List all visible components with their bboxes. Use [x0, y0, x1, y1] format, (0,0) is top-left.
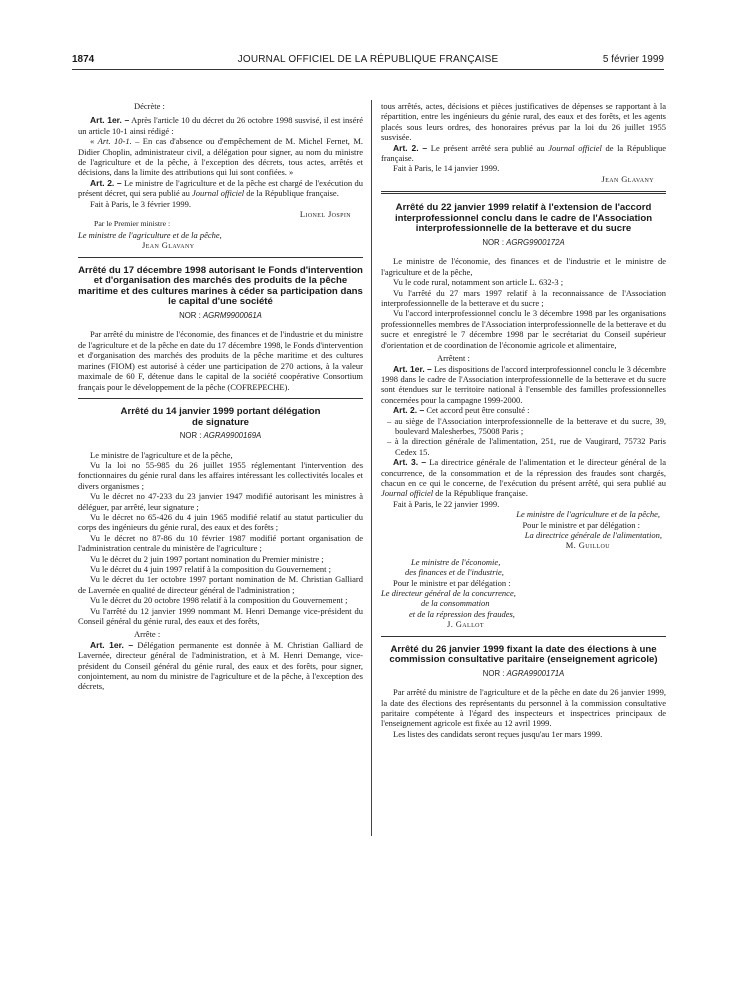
article-1 [78, 115, 363, 136]
nor-reference [78, 311, 363, 321]
list-item: – au siège de l'Association interprofessionnelle de la betterave et du sucre, 39, boulevard Malesherbes, 75008 Paris ; [387, 415, 666, 436]
signatory-title: des finances et de l'industrie, [405, 567, 504, 578]
decree-title: Arrêté du 22 janvier 1999 relatif à l'extension de l'accord interprofessionnel conclu dans le cadre de l'Association interprofessionnelle de la betterave et du sucre [394, 202, 653, 235]
signatory-title: de la consommation [421, 598, 490, 609]
signature-by-line: Par le Premier ministre : [94, 219, 171, 229]
signatory-name: M. Guillou [565, 540, 610, 551]
article-label: Art. 2. – [393, 405, 425, 416]
visa-line: Vu l'accord interprofessionnel conclu le 3 décembre 1998 par les organisations professionnelles membres de l'Association interprofessionnelle de la betterave et du sucre et enregistré le 7 décembre 1998 par le secrétariat du Conseil supérieur d'orientation et de coordination de l'économie agricole et alimentaire, [381, 308, 667, 350]
journal-title: JOURNAL OFFICIEL DE LA RÉPUBLIQUE FRANÇAISE [237, 54, 499, 65]
article-text: Le ministre de l'agriculture et de la pêche est chargé de l'exécution du présent décret, qui sera publié au [78, 177, 364, 199]
article-text: Le présent arrêté sera publié au [430, 142, 549, 153]
article-text: Après l'article 10 du décret du 26 octobre 1998 susvisé, il est inséré un article 10-1 ainsi rédigé : [78, 115, 363, 136]
article-text: de la République française. [244, 188, 339, 199]
nor-label: NOR : [179, 431, 204, 441]
right-column [381, 101, 666, 739]
signatory-name: Jean Glavany [142, 240, 195, 251]
signatory-title: et de la répression des fraudes, [409, 608, 515, 619]
article-10-1 [78, 136, 363, 178]
signatory-name: Lionel Jospin [299, 209, 351, 220]
page-header [72, 52, 664, 68]
visa-line: Le ministre de l'agriculture et de la pêche, [90, 449, 233, 460]
article-label: Art. 3. – [393, 457, 427, 468]
article-2 [381, 143, 666, 164]
visa-line: Vu le décret du 1er octobre 1997 portant nomination de M. Christian Galliard de Lavernée en qualité de directeur général de l'administration ; [78, 574, 363, 595]
journal-reference: Journal officiel [381, 488, 434, 499]
article-label: Art. 1er. – [90, 115, 130, 126]
arrete-heading: Arrêtent : [437, 353, 470, 364]
section-divider [78, 398, 363, 399]
visa-line: Vu le décret no 65-426 du 4 juin 1965 modifié relatif au statut particulier du corps des ingénieurs du génie rural, des eaux et des forêts ; [78, 511, 363, 533]
signature-by-line: Pour le ministre et par délégation : [522, 519, 640, 530]
decrete-heading: Décrète : [134, 101, 165, 111]
article-label: Art. 1er. – [393, 363, 432, 374]
visa-line: Vu la loi no 55-985 du 26 juillet 1955 réglementant l'intervention des fonctionnaires du génie rural dans les affaires intéressant les collectivités locales et divers organismes ; [78, 459, 363, 491]
visa-line: Le ministre de l'économie, des finances et de l'industrie et le ministre de l'agriculture et de la pêche, [381, 256, 666, 277]
article-text: La directrice générale de l'alimentation et le directeur général de la concurrence, de la consommation et de la répression des fraudes sont chargés, chacun en ce qui le concerne, de l'exécution du présent arrêté, qui sera publié au [381, 457, 666, 488]
article-label: Art. 10-1. [97, 136, 132, 147]
nor-reference [78, 431, 363, 441]
article-continuation: tous arrêtés, actes, décisions et pièces justificatives de dépenses se rapportant à la répartition, entre les ingénieurs du génie rural, des eaux et des forêts, et les agents placés sous leurs ordres, des honoraires prévus par la loi du 26 juillet 1955 susvisée. [381, 101, 666, 143]
nor-code: AGRM9900061A [202, 311, 262, 321]
article-text: – En cas d'absence ou d'empêchement de M. Michel Fernet, M. Didier Choplin, administrateur civil, a délégation pour signer, au nom du ministre de l'agriculture et de la pêche, à l'exception des décrets, tous actes, arrêtés et décisions, dans la limite des attributions qui lui sont confiées. » [78, 136, 364, 178]
issue-date: 5 février 1999 [602, 54, 664, 65]
nor-label: NOR : [179, 311, 203, 321]
nor-reference [381, 669, 666, 679]
article-text: Délégation permanente est donnée à M. Christian Galliard de Lavernée, directeur général de l'administration, et à M. Henri Demange, vice-président du Conseil général du génie rural, des eaux et des forêts, pour signer, conjointement, au nom du ministre de l'agriculture et de la pêche, à l'exception des décrets, [78, 639, 363, 692]
list-item: – à la direction générale de l'alimentation, 251, rue de Vaugirard, 75732 Paris Cedex 15. [387, 436, 666, 457]
signature-by-line: Pour le ministre et par délégation : [393, 577, 511, 588]
nor-code: AGRG9900172A [506, 238, 565, 248]
left-column [78, 101, 363, 692]
article-text: de la République française. [433, 488, 528, 499]
signature-date: Fait à Paris, le 14 janvier 1999. [393, 163, 500, 174]
article-text: Les dispositions de l'accord interprofessionnel conclu le 3 décembre 1998 dans le cadre de l'Association interprofessionnelle de la betterave et du sucre sont étendues sur le territoire national à l'ensemble des familles professionnelles concernées pour la campagne 1999-2000. [381, 363, 667, 405]
signatory-title: Le directeur général de la concurrence, [381, 588, 516, 599]
header-rule [72, 69, 664, 70]
journal-reference: Journal officiel [192, 188, 245, 199]
signature-date: Fait à Paris, le 22 janvier 1999. [393, 498, 500, 509]
signatory-title: Le ministre de l'agriculture et de la pêche, [516, 509, 660, 520]
nor-code: AGRA9900169A [203, 431, 262, 441]
visa-line: Vu l'arrêté du 12 janvier 1999 nommant M. Henri Demange vice-président du Conseil général du génie rural, des eaux et des forêts, [78, 605, 363, 626]
visa-line: Vu le code rural, notamment son article L. 632-3 ; [393, 277, 564, 288]
decree-title: Arrêté du 17 décembre 1998 autorisant le Fonds d'intervention et d'organisation des marchés des produits de la pêche maritime et des cultures marines à céder sa participation dans le capital d'une société [78, 264, 363, 308]
signatory-title: Le ministre de l'agriculture et de la pêche, [78, 229, 222, 240]
nor-label: NOR : [482, 238, 507, 248]
signatory-name: Jean Glavany [601, 173, 654, 184]
decree-body: Les listes des candidats seront reçues jusqu'au 1er mars 1999. [393, 728, 603, 739]
article-1 [381, 364, 666, 406]
article-2 [381, 405, 666, 415]
section-divider [381, 191, 666, 194]
decree-body: Par arrêté du ministre de l'économie, des finances et de l'industrie et du ministre de l'agriculture et de la pêche en date du 17 décembre 1998, le Fonds d'intervention et d'organisation des marchés des produits de la pêche maritime et des cultures marines (FIOM) est autorisé à céder une participation de 270 actions, à la valeur maximale de 60 F, détenue dans le capital de la société coopérative Consortium français pour le développement de la pêche (COFREPECHE). [78, 329, 363, 392]
article-2 [78, 178, 363, 199]
nor-code: AGRA9900171A [506, 668, 565, 678]
signature-date: Fait à Paris, le 3 février 1999. [90, 198, 192, 209]
visa-line: Vu le décret du 20 octobre 1998 relatif à la composition du Gouvernement ; [90, 595, 348, 606]
section-divider [381, 636, 666, 637]
article-1 [78, 640, 363, 692]
article-label: Art. 1er. – [90, 639, 134, 650]
section-divider [78, 257, 363, 258]
decree-title: Arrêté du 26 janvier 1999 fixant la date des élections à une commission consultative paritaire (enseignement agricole) [389, 643, 658, 666]
article-text: Cet accord peut être consulté : [426, 405, 530, 416]
nor-reference [381, 238, 666, 248]
article-text: de la République française. [381, 142, 666, 164]
journal-reference: Journal officiel [548, 142, 602, 153]
article-3 [381, 457, 666, 499]
signatory-name: J. Gallot [447, 619, 484, 630]
visa-line: Vu le décret du 2 juin 1997 portant nomination du Premier ministre ; [90, 553, 324, 564]
visa-line: Vu le décret du 4 juin 1997 relatif à la composition du Gouvernement ; [90, 563, 331, 574]
nor-label: NOR : [482, 668, 507, 678]
article-label: Art. 2. – [393, 142, 428, 153]
signatory-title: La directrice générale de l'alimentation, [524, 530, 662, 540]
arrete-heading: Arrête : [134, 629, 161, 640]
quote-open: « [90, 136, 98, 147]
visa-line: Vu le décret no 47-233 du 23 janvier 1947 modifié autorisant les ministres à déléguer, par arrêté, leur signature ; [78, 491, 363, 512]
decree-title: Arrêté du 14 janvier 1999 portant délégation de signature [120, 405, 321, 428]
page-number: 1874 [72, 54, 95, 65]
visa-line: Vu le décret no 87-86 du 10 février 1987 modifié portant organisation de l'administration centrale du ministère de l'agriculture ; [78, 532, 363, 554]
visa-line: Vu l'arrêté du 27 mars 1997 relatif à la reconnaissance de l'Association interprofessionnelle de la betterave et du sucre ; [381, 287, 666, 309]
column-divider [371, 100, 372, 836]
decree-body: Par arrêté du ministre de l'agriculture et de la pêche en date du 26 janvier 1999, la date des élections des représentants du personnel à la commission consultative paritaire compétente à l'égard des inspecteurs et inspectrices principaux de l'enseignement agricole est fixée au 12 avril 1999. [381, 687, 666, 729]
signatory-title: Le ministre de l'économie, [411, 556, 501, 567]
article-label: Art. 2. – [90, 177, 122, 188]
